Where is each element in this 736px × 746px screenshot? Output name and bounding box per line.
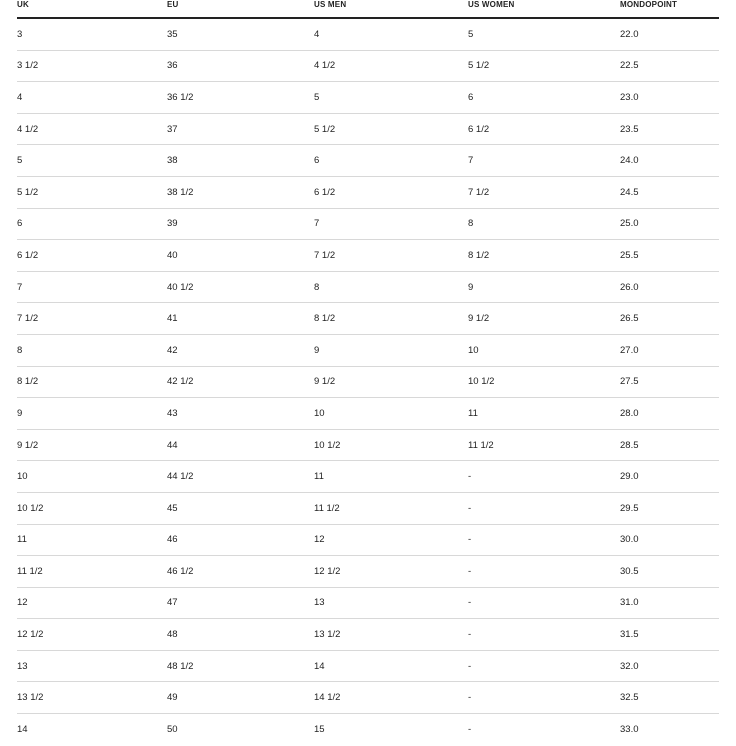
table-row (17, 493, 719, 525)
cell-eu: 38 (167, 155, 178, 167)
cell-eu: 40 1/2 (167, 281, 194, 293)
cell-uk: 5 1/2 (17, 186, 39, 198)
cell-uk: 13 (17, 660, 28, 672)
cell-us-women: - (468, 534, 472, 546)
table-row (17, 240, 719, 272)
table-row (17, 272, 719, 304)
cell-mondopoint: 23.0 (620, 91, 639, 103)
cell-mondopoint: 23.5 (620, 123, 639, 135)
cell-eu: 48 1/2 (167, 660, 194, 672)
cell-us-men: 9 (314, 344, 320, 356)
cell-us-women: - (468, 692, 472, 704)
cell-eu: 46 1/2 (167, 565, 194, 577)
table-row (17, 303, 719, 335)
cell-us-men: 15 (314, 724, 325, 736)
cell-us-women: 10 (468, 344, 479, 356)
cell-eu: 50 (167, 724, 178, 736)
cell-us-women: 8 1/2 (468, 249, 490, 261)
cell-mondopoint: 24.0 (620, 155, 639, 167)
cell-uk: 3 1/2 (17, 60, 39, 72)
table-row (17, 114, 719, 146)
table-row (17, 367, 719, 399)
cell-eu: 44 (167, 439, 178, 451)
table-row (17, 651, 719, 683)
cell-us-men: 10 (314, 407, 325, 419)
cell-uk: 11 1/2 (17, 565, 43, 577)
cell-us-men: 4 (314, 28, 320, 40)
header-mondopoint: MONDOPOINT (620, 0, 678, 9)
cell-us-women: 7 (468, 155, 474, 167)
cell-uk: 12 1/2 (17, 629, 44, 641)
cell-mondopoint: 32.5 (620, 692, 639, 704)
header-uk: UK (17, 0, 29, 9)
cell-uk: 9 1/2 (17, 439, 39, 451)
cell-eu: 49 (167, 692, 178, 704)
cell-eu: 42 (167, 344, 178, 356)
cell-us-women: - (468, 597, 472, 609)
cell-mondopoint: 22.5 (620, 60, 639, 72)
cell-mondopoint: 25.0 (620, 218, 639, 230)
cell-us-men: 12 1/2 (314, 565, 341, 577)
cell-us-women: 5 1/2 (468, 60, 490, 72)
table-row (17, 556, 719, 588)
table-row (17, 682, 719, 714)
cell-eu: 45 (167, 502, 178, 514)
cell-mondopoint: 28.0 (620, 407, 639, 419)
cell-us-men: 7 1/2 (314, 249, 336, 261)
cell-us-men: 5 1/2 (314, 123, 336, 135)
cell-us-women: 9 (468, 281, 474, 293)
cell-uk: 6 1/2 (17, 249, 39, 261)
cell-us-women: - (468, 565, 472, 577)
cell-mondopoint: 29.0 (620, 471, 639, 483)
cell-uk: 12 (17, 597, 28, 609)
cell-us-women: - (468, 502, 472, 514)
header-eu: EU (167, 0, 179, 9)
cell-us-men: 13 (314, 597, 325, 609)
table-row (17, 714, 719, 746)
cell-uk: 6 (17, 218, 23, 230)
cell-eu: 36 (167, 60, 178, 72)
cell-us-men: 6 (314, 155, 320, 167)
cell-us-women: 8 (468, 218, 474, 230)
cell-us-men: 5 (314, 91, 320, 103)
cell-uk: 10 (17, 471, 28, 483)
cell-uk: 11 (17, 534, 27, 546)
cell-us-women: 6 1/2 (468, 123, 490, 135)
cell-us-women: 11 1/2 (468, 439, 494, 451)
cell-us-men: 11 1/2 (314, 502, 340, 514)
cell-mondopoint: 29.5 (620, 502, 639, 514)
table-row (17, 430, 719, 462)
header-us-men: US MEN (314, 0, 347, 9)
cell-eu: 42 1/2 (167, 376, 194, 388)
cell-eu: 36 1/2 (167, 91, 194, 103)
cell-eu: 40 (167, 249, 178, 261)
cell-us-women: 11 (468, 407, 478, 419)
cell-uk: 7 1/2 (17, 313, 39, 325)
cell-us-women: - (468, 724, 472, 736)
cell-mondopoint: 24.5 (620, 186, 639, 198)
cell-mondopoint: 28.5 (620, 439, 639, 451)
cell-mondopoint: 31.5 (620, 629, 639, 641)
cell-eu: 48 (167, 629, 178, 641)
cell-us-men: 13 1/2 (314, 629, 341, 641)
cell-uk: 13 1/2 (17, 692, 44, 704)
cell-us-men: 12 (314, 534, 325, 546)
cell-eu: 37 (167, 123, 178, 135)
cell-mondopoint: 31.0 (620, 597, 639, 609)
cell-uk: 4 (17, 91, 23, 103)
cell-mondopoint: 27.0 (620, 344, 639, 356)
cell-us-men: 14 1/2 (314, 692, 341, 704)
cell-uk: 3 (17, 28, 23, 40)
cell-uk: 14 (17, 724, 28, 736)
cell-mondopoint: 26.5 (620, 313, 639, 325)
cell-mondopoint: 25.5 (620, 249, 639, 261)
cell-eu: 41 (167, 313, 178, 325)
table-row (17, 398, 719, 430)
cell-us-women: 5 (468, 28, 474, 40)
cell-us-women: - (468, 660, 472, 672)
table-row (17, 461, 719, 493)
cell-us-women: 9 1/2 (468, 313, 490, 325)
cell-us-men: 7 (314, 218, 320, 230)
cell-uk: 10 1/2 (17, 502, 44, 514)
cell-eu: 35 (167, 28, 178, 40)
cell-us-men: 11 (314, 471, 324, 483)
cell-us-women: 7 1/2 (468, 186, 490, 198)
cell-us-men: 6 1/2 (314, 186, 336, 198)
table-row (17, 588, 719, 620)
cell-us-women: 10 1/2 (468, 376, 495, 388)
cell-eu: 47 (167, 597, 178, 609)
cell-mondopoint: 27.5 (620, 376, 639, 388)
cell-us-men: 10 1/2 (314, 439, 341, 451)
header-us-women: US WOMEN (468, 0, 515, 9)
cell-us-men: 8 (314, 281, 320, 293)
cell-uk: 4 1/2 (17, 123, 39, 135)
cell-mondopoint: 30.5 (620, 565, 639, 577)
cell-mondopoint: 26.0 (620, 281, 639, 293)
table-row (17, 82, 719, 114)
table-row (17, 19, 719, 51)
cell-uk: 7 (17, 281, 23, 293)
cell-mondopoint: 30.0 (620, 534, 639, 546)
cell-eu: 39 (167, 218, 178, 230)
cell-us-women: - (468, 629, 472, 641)
cell-us-men: 14 (314, 660, 325, 672)
cell-us-men: 4 1/2 (314, 60, 336, 72)
cell-us-women: - (468, 471, 472, 483)
table-body (17, 19, 719, 746)
cell-uk: 8 1/2 (17, 376, 39, 388)
cell-eu: 46 (167, 534, 178, 546)
cell-us-women: 6 (468, 91, 474, 103)
cell-uk: 5 (17, 155, 23, 167)
cell-mondopoint: 22.0 (620, 28, 639, 40)
table-row (17, 209, 719, 241)
table-row (17, 145, 719, 177)
cell-eu: 43 (167, 407, 178, 419)
table-header-row (17, 0, 719, 19)
cell-uk: 8 (17, 344, 23, 356)
cell-eu: 44 1/2 (167, 471, 194, 483)
table-row (17, 619, 719, 651)
table-row (17, 177, 719, 209)
cell-us-men: 9 1/2 (314, 376, 336, 388)
table-row (17, 51, 719, 83)
table-row (17, 525, 719, 557)
cell-mondopoint: 32.0 (620, 660, 639, 672)
table-row (17, 335, 719, 367)
size-conversion-table (17, 0, 719, 746)
cell-uk: 9 (17, 407, 23, 419)
cell-mondopoint: 33.0 (620, 724, 639, 736)
cell-us-men: 8 1/2 (314, 313, 336, 325)
cell-eu: 38 1/2 (167, 186, 194, 198)
